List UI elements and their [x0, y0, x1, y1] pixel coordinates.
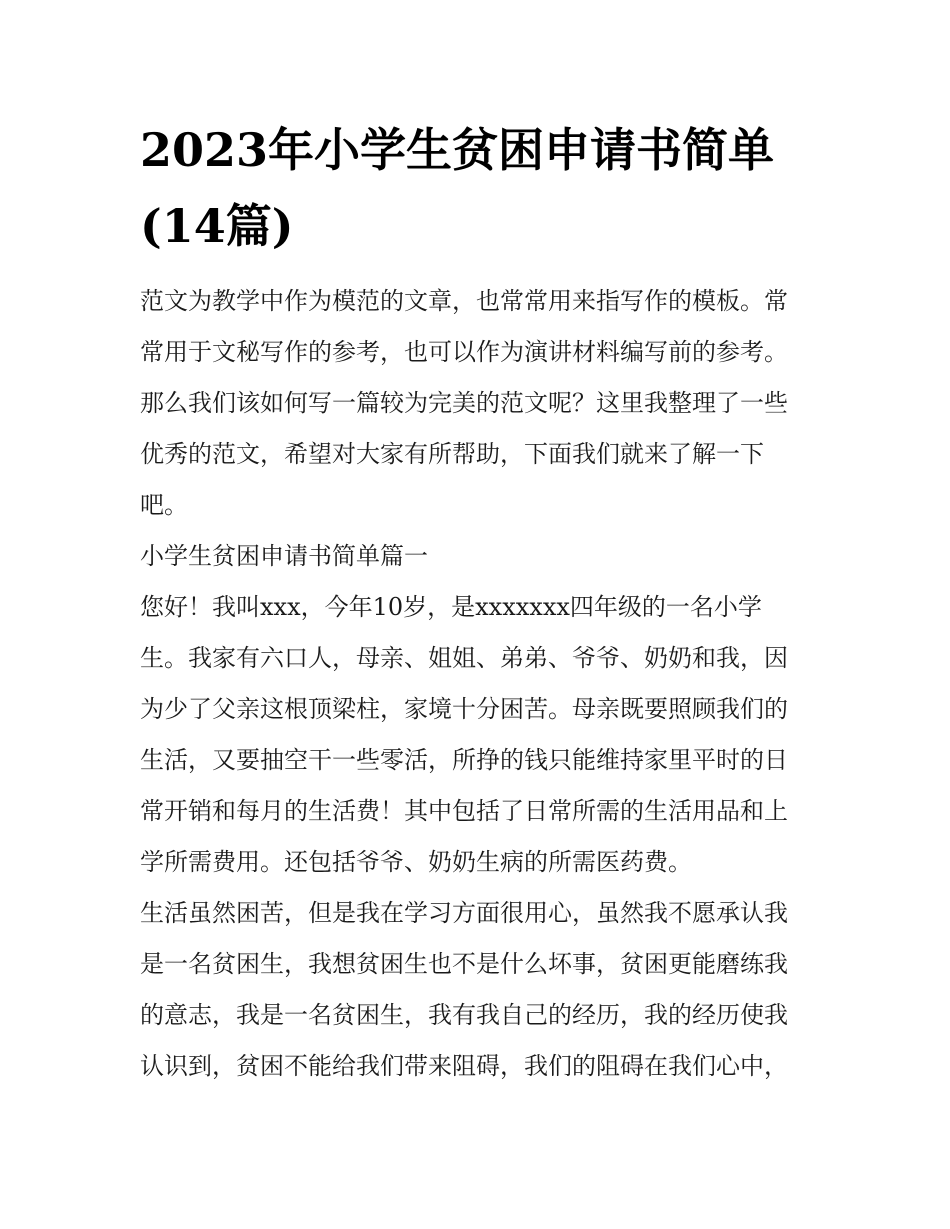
paragraph-line: 是一名贫困生，我想贫困生也不是什么坏事，贫困更能磨练我	[140, 950, 788, 978]
paragraph-line: 为少了父亲这根顶梁柱，家境十分困苦。母亲既要照顾我们的	[140, 695, 788, 723]
document-title	[140, 112, 820, 264]
paragraph-line: 生活虽然困苦，但是我在学习方面很用心，虽然我不愿承认我	[140, 899, 788, 927]
paragraph-line: 的意志，我是一名贫困生，我有我自己的经历，我的经历使我	[140, 1001, 788, 1029]
intro-line: 那么我们该如何写一篇较为完美的范文呢？这里我整理了一些	[140, 389, 788, 417]
paragraph-line: 认识到，贫困不能给我们带来阻碍，我们的阻碍在我们心中，	[140, 1052, 788, 1080]
intro-line: 吧。	[140, 491, 188, 519]
intro-line: 优秀的范文，希望对大家有所帮助，下面我们就来了解一下	[140, 440, 764, 468]
document-body	[140, 276, 820, 1092]
paragraph-line: 您好！我叫xxx，今年10岁，是xxxxxxx四年级的一名小学	[140, 593, 762, 621]
paragraph-line: 生活，又要抽空干一些零活，所挣的钱只能维持家里平时的日	[140, 746, 788, 774]
paragraph-line: 学所需费用。还包括爷爷、奶奶生病的所需医药费。	[140, 848, 692, 876]
paragraph-line: 常开销和每月的生活费！其中包括了日常所需的生活用品和上	[140, 797, 788, 825]
title-line: (14篇)	[140, 199, 294, 253]
paragraph-line: 生。我家有六口人，母亲、姐姐、弟弟、爷爷、奶奶和我，因	[140, 644, 788, 672]
section-heading: 小学生贫困申请书简单篇一	[140, 542, 428, 570]
title-line: 2023年小学生贫困申请书简单	[140, 123, 775, 177]
intro-line: 常用于文秘写作的参考，也可以作为演讲材料编写前的参考。	[140, 338, 788, 366]
intro-line: 范文为教学中作为模范的文章，也常常用来指写作的模板。常	[140, 287, 788, 315]
